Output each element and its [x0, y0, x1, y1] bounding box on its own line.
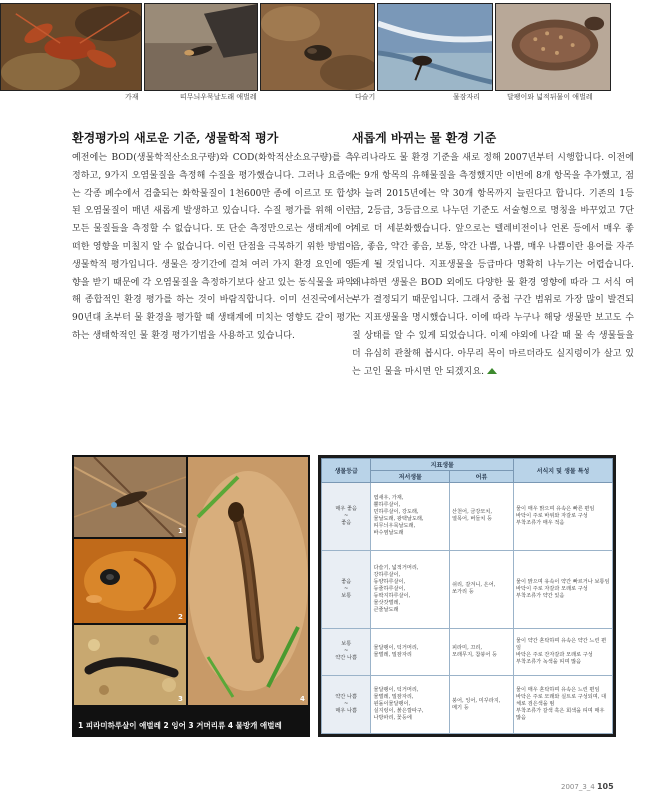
- right-article-body: 우리나라도 물 환경 기준을 새로 정해 2007년부터 시행합니다. 이전에는 9개 항목의 유해물질을 측정했지만 이번에 8개 항목을 추가했고, 점차 늘려 2015년에는 약 30개 항목까지 늘린다고 합니다. 기존의 1등급, 2등급, 3등급으로 나누던 기준도 서술형으로 명칭을 바꾸었고 7단계로 더 세분화했습니다. 앞으로는 텔레비전이나 언론 등에서 매우 좋음, 좋음, 약간 좋음, 보통, 약간 나쁨, 나쁨, 매우 나쁨이란 용어를 자주 듣게 될 것입니다. 지표생물을 등급마다 명확히 나누기는 어렵습니다. 왜냐하면 생물은 BOD 외에도 다양한 물 환경 영향에 따라 그 서식 여부가 결정되기 때문입니다. 그래서 중첩 구간 범위로 가장 많이 발견되는 지표생물을 명시했습니다. 이에 따라 누구나 해당 생물만 보고도 수질 상태를 알 수 있게 되었습니다. 이제 야외에 나갈 때 물 속 생물들을 더 유심히 관찰해 봅시다. 아무리 목이 마르더라도 실지렁이가 살고 있는 고인 물을 마시면 안 되겠지요.: [352, 153, 634, 377]
- row-fish: 피라미, 끄리, 모래무지, 참붕어 등: [450, 628, 514, 676]
- mountain-icon: [487, 368, 497, 374]
- header-benthic: 저서생물: [371, 471, 450, 483]
- page-number: 105: [596, 782, 614, 791]
- right-article-body-wrap: [352, 150, 634, 381]
- row-grade: 좋음 ~ 보통: [322, 550, 371, 628]
- photo-caption-melania: 다슬기: [355, 93, 376, 101]
- page-footer: [561, 782, 614, 791]
- gallery-number-3: 3: [178, 695, 183, 703]
- header-grade: 생물등급: [322, 459, 371, 483]
- header-habitat: 서식지 및 생물 특성: [514, 459, 613, 483]
- right-article-title: 새롭게 바뀌는 물 환경 기준: [352, 131, 497, 145]
- photo-strip: [0, 0, 663, 92]
- row-benthic: 물달팽이, 턱거머리, 물벌레, 밀잠자리: [371, 628, 450, 676]
- row-fish: 붕어, 잉어, 미꾸라지, 메기 등: [450, 676, 514, 734]
- table-row: [322, 550, 613, 628]
- row-grade: 매우 좋음 ~ 좋음: [322, 483, 371, 551]
- row-grade: 보통 ~ 약간 나쁨: [322, 628, 371, 676]
- table-row: [322, 676, 613, 734]
- row-grade: 약간 나쁨 ~ 매우 나쁨: [322, 676, 371, 734]
- table-row: [322, 483, 613, 551]
- row-benthic: 다슬기, 넓적거머리, 강하루살이, 동양하루살이, 등줄하루살이, 등딱지하루살이, 물삿갓벌레, 큰줄날도래: [371, 550, 450, 628]
- photo-caption-caddisfly: 띠무늬우묵날도래 애벌레: [180, 93, 257, 101]
- photo-snail-and-larva: [495, 3, 611, 91]
- organism-gallery: [72, 455, 310, 737]
- header-fish: 어류: [450, 471, 514, 483]
- row-habitat: 물이 매우 맑으며 유속은 빠른 편임 바닥이 주로 바위와 자갈로 구성 부착조류가 매우 적음: [514, 483, 613, 551]
- photo-crayfish: [0, 3, 142, 91]
- gallery-caption: 1 피라미하루살이 애벌레 2 잉어 3 거머리류 4 물방개 애벌레: [78, 721, 282, 730]
- photo-damselfly: [377, 3, 493, 91]
- left-article: [72, 130, 354, 346]
- left-article-title: 환경평가의 새로운 기준, 생물학적 평가: [72, 131, 279, 145]
- row-habitat: 물이 매우 혼탁하며 유속은 느린 편임 바닥은 주로 모래와 실트로 구성되며, 대체로 검은색을 띰 부착조류가 갈색 혹은 회색을 띠며 매우 많음: [514, 676, 613, 734]
- row-benthic: 물달팽이, 턱거머리, 물벌레, 밀잠자리, 왼돌이물달팽이, 실지렁이, 붉은깔따구, 나방파리, 꽃등에: [371, 676, 450, 734]
- row-fish: 산천어, 금강모치, 열목어, 버들치 등: [450, 483, 514, 551]
- photo-melania-snail: [260, 3, 375, 91]
- gallery-photo-leech: [74, 625, 186, 705]
- photo-caption-damselfly: 물잠자리: [453, 93, 481, 101]
- photo-caption-snail: 달팽이와 넓적뒤물이 애벌레: [507, 93, 593, 101]
- gallery-number-4: 4: [300, 695, 305, 703]
- issue-date: 2007_3_4: [561, 783, 595, 791]
- gallery-number-2: 2: [178, 613, 183, 621]
- header-indicator: 지표생물: [371, 459, 514, 471]
- row-fish: 쉬리, 갈겨니, 은어, 쏘가리 등: [450, 550, 514, 628]
- gallery-number-1: 1: [178, 527, 183, 535]
- gallery-photo-carp: [74, 539, 186, 623]
- row-habitat: 물이 약간 혼탁하며 유속은 약간 느린 편임 바닥은 주로 잔자갈과 모래로 구성 부착조류가 녹색을 띠며 많음: [514, 628, 613, 676]
- right-article: [352, 130, 634, 381]
- photo-caption-crayfish: 가재: [125, 93, 139, 101]
- gallery-photo-diving-beetle-larva: [188, 457, 308, 705]
- photo-caddisfly-larva: [144, 3, 258, 91]
- gallery-photo-mayfly-larva: [74, 457, 186, 537]
- left-article-body: 예전에는 BOD(생물학적산소요구량)와 COD(화학적산소요구량)를 측정하고, 9가지 오염물질을 측정해 수질을 평가했습니다. 그러나 요즘에는 각종 폐수에서 검출되는 화학물질이 1천600만 종에 이르고 또 합성된 오염물질이 매년 새롭게 발생하고 있습니다. 수질 평가를 위해 이런 모든 물질들을 측정할 수 없습니다. 또 단순 측정만으로는 생태계에 어떠한 영향을 미칠지 알 수 없습니다. 이런 단점을 극복하기 위한 방법이 생물학적 평가입니다. 생물은 장기간에 걸쳐 여러 가지 환경 요인에 영향을 받기 때문에 각 오염물질을 측정하기보다 살고 있는 동식물을 파악해 종합적인 환경 평가를 하는 것이 바람직합니다. 이미 선진국에서는 90년대 초부터 물 환경을 평가할 때 생태계에 미치는 영향도 같이 평가하는 생태학적인 물 환경 평가기법을 사용하고 있습니다.: [72, 153, 354, 341]
- indicator-table: [321, 458, 613, 734]
- row-benthic: 엽새우, 가재, 뿔하루살이, 민하루살이, 강도래, 물날도래, 광택날도래, 띠무늬우묵날도래, 바수염날도래: [371, 483, 450, 551]
- table-row: [322, 628, 613, 676]
- indicator-table-frame: [318, 455, 616, 737]
- row-habitat: 물이 맑으며 유속이 약간 빠르거나 보통임 바닥이 주로 자갈과 모래로 구성 부착조류가 약간 있음: [514, 550, 613, 628]
